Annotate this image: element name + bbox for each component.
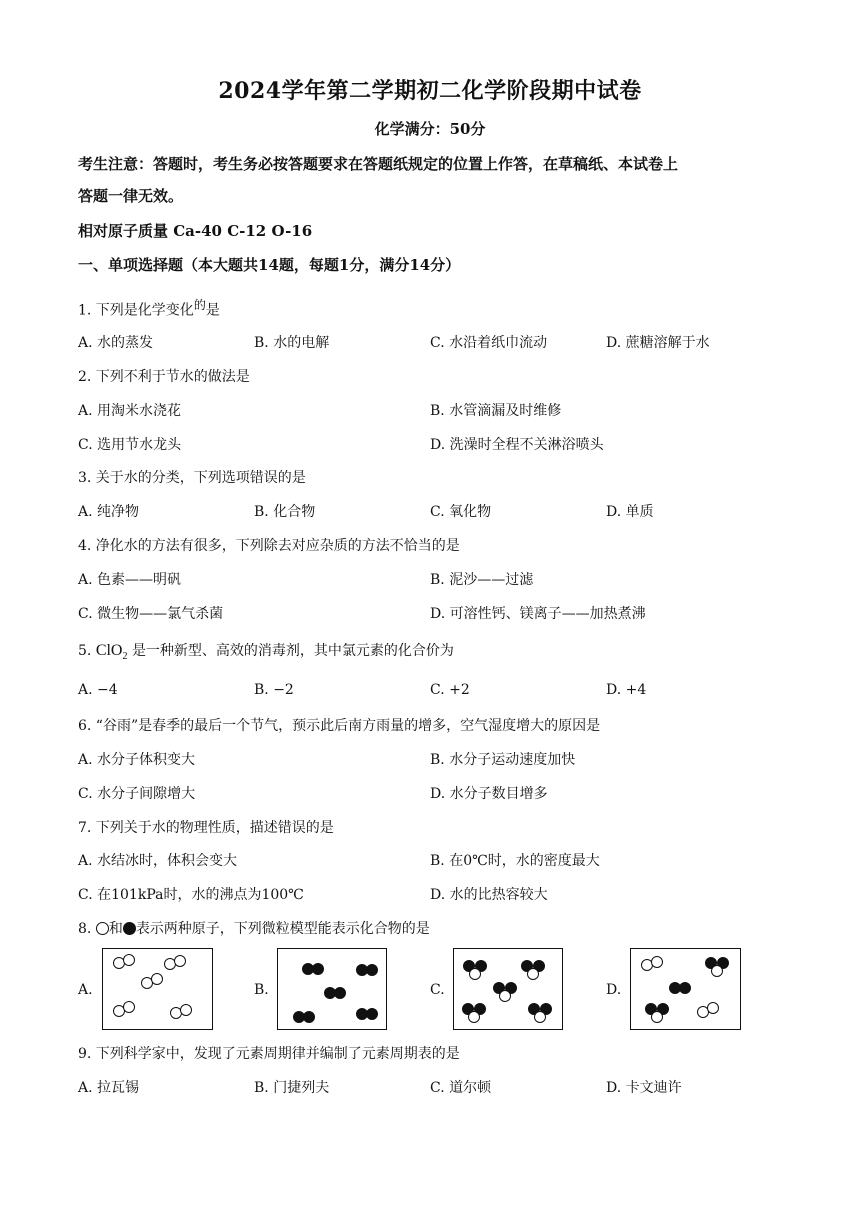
question-5-option-b: B. −2 [254, 682, 294, 698]
question-7-option-c: C. 在101kPa时，水的沸点为100℃ [78, 887, 304, 903]
question-2-stem: 2. 下列不利于节水的做法是 [78, 369, 250, 385]
clo2-formula: ClO$_2$ [95, 642, 128, 663]
question-3-option-d: D. 单质 [606, 504, 654, 520]
question-1-option-a: A. 水的蒸发 [78, 335, 154, 351]
question-4-option-d: D. 可溶性钙、镁离子——加热煮沸 [430, 606, 646, 622]
question-2-option-b: B. 水管滴漏及时维修 [430, 403, 562, 419]
notice-line-2: 答题一律无效。 [78, 187, 184, 205]
model-a-box [102, 948, 213, 1030]
question-1-option-b: B. 水的电解 [254, 335, 330, 351]
question-9-option-d: D. 卡文迪许 [606, 1080, 682, 1096]
white-atom-icon [96, 922, 109, 935]
question-9-option-a: A. 拉瓦锡 [78, 1080, 140, 1096]
question-7-option-d: D. 水的比热容较大 [430, 887, 548, 903]
question-6-stem: 6. “谷雨”是春季的最后一个节气，预示此后南方雨量的增多，空气湿度增大的原因是 [78, 718, 601, 734]
atomic-mass: 相对原子质量 Ca-40 C-12 O-16 [78, 222, 313, 240]
model-d-box [630, 948, 741, 1030]
question-8-option-b: B. [254, 982, 269, 998]
question-3-option-c: C. 氧化物 [430, 504, 492, 520]
question-5-stem: 5. ClO$_2$ 是一种新型、高效的消毒剂，其中氯元素的化合价为 [78, 642, 454, 663]
question-4-stem: 4. 净化水的方法有很多，下列除去对应杂质的方法不恰当的是 [78, 538, 460, 554]
question-4-option-b: B. 泥沙——过滤 [430, 572, 534, 588]
question-8-option-c: C. [430, 982, 445, 998]
page-title: 2024学年第二学期初二化学阶段期中试卷 [218, 78, 642, 104]
question-1-option-c: C. 水沿着纸巾流动 [430, 335, 548, 351]
section-heading: 一、单项选择题（本大题共14题，每题1分，满分14分） [78, 256, 461, 274]
question-8-option-a: A. [78, 982, 93, 998]
question-3-option-b: B. 化合物 [254, 504, 316, 520]
question-5-option-d: D. +4 [606, 682, 647, 698]
question-5-option-a: A. −4 [78, 682, 118, 698]
question-1-stem: 1. 下列是化学变化$^的$是 [78, 298, 220, 319]
question-8-stem: 8. 和 表示两种原子，下列微粒模型能表示化合物的是 [78, 921, 430, 937]
question-6-option-d: D. 水分子数目增多 [430, 786, 548, 802]
question-6-option-b: B. 水分子运动速度加快 [430, 752, 576, 768]
question-2-option-d: D. 洗澡时全程不关淋浴喷头 [430, 437, 604, 453]
full-score: 化学满分：50分 [374, 120, 486, 138]
question-9-option-c: C. 道尔顿 [430, 1080, 492, 1096]
question-4-option-a: A. 色素——明矾 [78, 572, 182, 588]
question-7-option-b: B. 在0℃时，水的密度最大 [430, 853, 600, 869]
question-9-option-b: B. 门捷列夫 [254, 1080, 330, 1096]
model-b-box [277, 948, 387, 1030]
question-6-option-a: A. 水分子体积变大 [78, 752, 196, 768]
question-2-option-c: C. 选用节水龙头 [78, 437, 182, 453]
black-atom-icon [123, 922, 136, 935]
question-9-stem: 9. 下列科学家中，发现了元素周期律并编制了元素周期表的是 [78, 1046, 460, 1062]
question-5-option-c: C. +2 [430, 682, 470, 698]
question-1-option-d: D. 蔗糖溶解于水 [606, 335, 710, 351]
question-7-stem: 7. 下列关于水的物理性质，描述错误的是 [78, 820, 334, 836]
question-6-option-c: C. 水分子间隙增大 [78, 786, 196, 802]
question-7-option-a: A. 水结冰时，体积会变大 [78, 853, 238, 869]
question-2-option-a: A. 用淘米水浇花 [78, 403, 182, 419]
question-4-option-c: C. 微生物——氯气杀菌 [78, 606, 224, 622]
question-3-option-a: A. 纯净物 [78, 504, 140, 520]
model-c-box [453, 948, 563, 1030]
question-8-option-d: D. [606, 982, 622, 998]
question-3-stem: 3. 关于水的分类，下列选项错误的是 [78, 470, 306, 486]
notice-line-1: 考生注意：答题时，考生务必按答题要求在答题纸规定的位置上作答，在草稿纸、本试卷上 [78, 155, 679, 173]
